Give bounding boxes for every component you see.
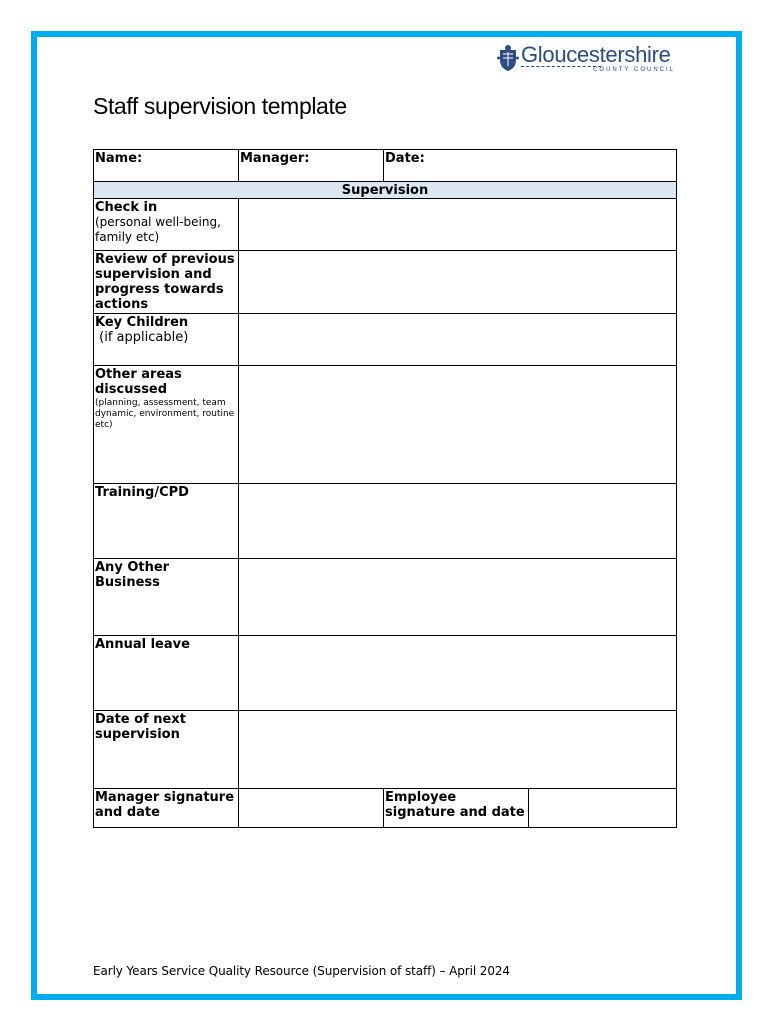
row-sub-check-in: (personal well-being, family etc)	[95, 215, 221, 244]
name-label: Name:	[95, 151, 143, 166]
row-input-key-children[interactable]	[239, 314, 677, 366]
table-row	[94, 314, 677, 366]
supervision-form	[93, 149, 677, 828]
row-label-other-areas: Other areas discussed (planning, assessment, team dynamic, environment, routine etc)	[94, 366, 239, 484]
table-row	[94, 636, 677, 711]
employee-signature-input[interactable]	[529, 789, 677, 828]
table-row	[94, 199, 677, 251]
row-label-review: Review of previous supervision and progress towards actions	[94, 251, 239, 314]
row-input-any-other-business[interactable]	[239, 559, 677, 636]
section-title: Supervision	[94, 182, 677, 199]
signature-row	[94, 789, 677, 828]
table-row	[94, 484, 677, 559]
date-label: Date:	[385, 151, 425, 166]
manager-field[interactable]	[239, 150, 384, 182]
crest-icon	[497, 44, 519, 72]
row-label-key-children: Key Children (if applicable)	[94, 314, 239, 366]
manager-signature-input[interactable]	[239, 789, 384, 828]
row-sub-key-children: (if applicable)	[95, 330, 189, 345]
name-field[interactable]	[94, 150, 239, 182]
logo-rule	[521, 66, 601, 67]
table-row	[94, 559, 677, 636]
manager-signature-label: Manager signature and date	[94, 789, 239, 828]
table-row	[94, 251, 677, 314]
council-logo	[497, 42, 677, 78]
table-row	[94, 366, 677, 484]
row-input-next-supervision[interactable]	[239, 711, 677, 789]
row-label-check-in: Check in (personal well-being, family etc)	[94, 199, 239, 251]
table-row	[94, 711, 677, 789]
header-row	[94, 150, 677, 182]
employee-signature-label: Employee signature and date	[384, 789, 529, 828]
row-input-check-in[interactable]	[239, 199, 677, 251]
row-input-review[interactable]	[239, 251, 677, 314]
row-input-training[interactable]	[239, 484, 677, 559]
page-title: Staff supervision template	[93, 93, 347, 119]
footer-text: Early Years Service Quality Resource (Supervision of staff) – April 2024	[93, 964, 510, 978]
row-label-any-other-business: Any Other Business	[94, 559, 239, 636]
row-sub-other-areas: (planning, assessment, team dynamic, environment, routine etc)	[95, 398, 235, 430]
row-label-next-supervision: Date of next supervision	[94, 711, 239, 789]
logo-subtitle: COUNTY COUNCIL	[593, 67, 675, 73]
logo-wordmark: Gloucestershire	[521, 42, 671, 67]
row-label-training: Training/CPD	[94, 484, 239, 559]
row-input-annual-leave[interactable]	[239, 636, 677, 711]
manager-label: Manager:	[240, 151, 310, 166]
row-input-other-areas[interactable]	[239, 366, 677, 484]
row-label-annual-leave: Annual leave	[94, 636, 239, 711]
date-field[interactable]	[384, 150, 677, 182]
